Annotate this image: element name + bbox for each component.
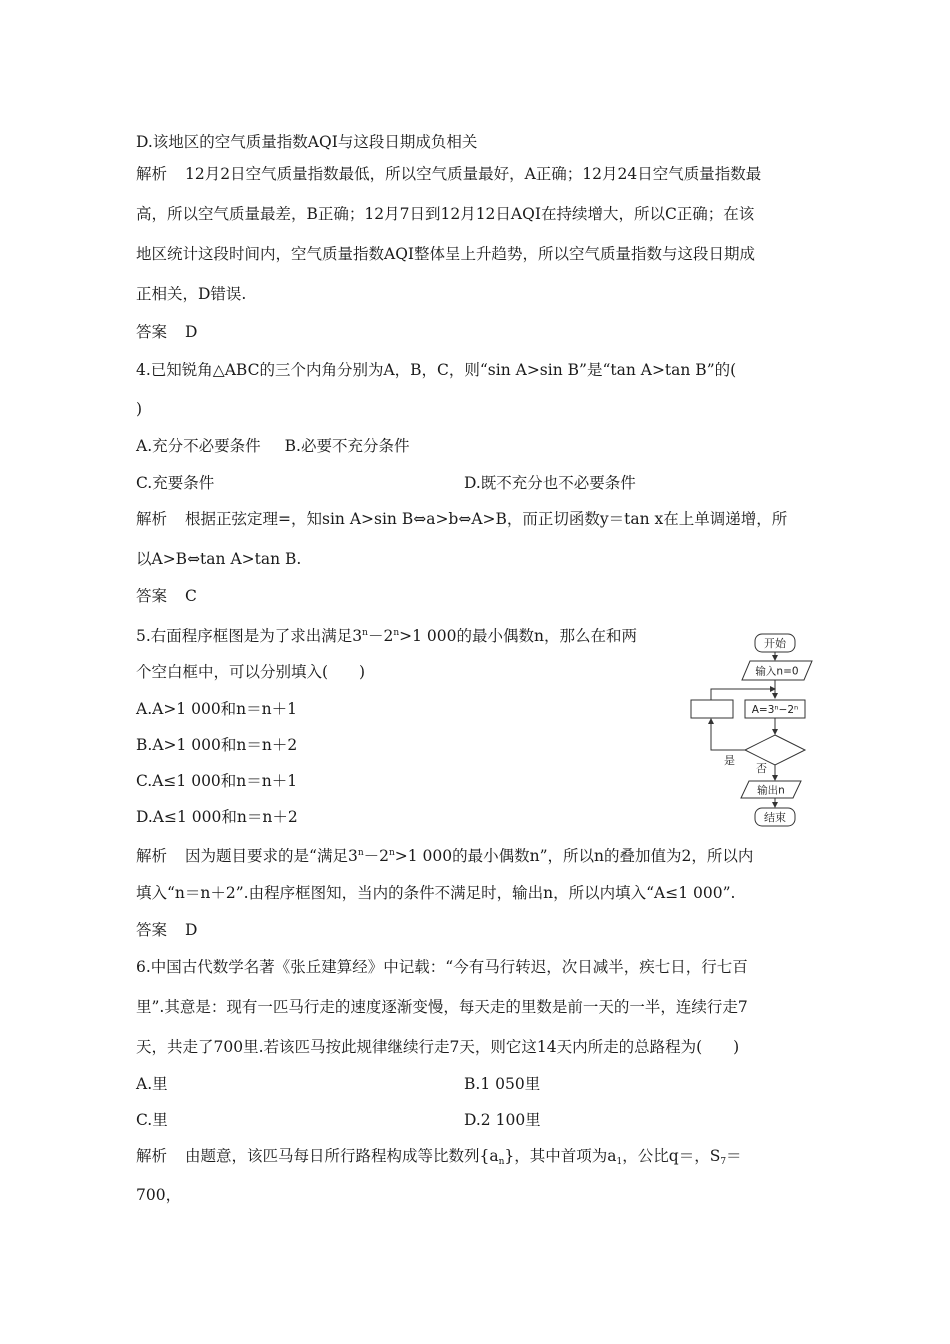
question-4-stem: 4.已知锐角△ABC的三个内角分别为A，B，C，则“sin A>sin B”是“tan A>tan B”的( [136, 361, 737, 379]
subscript: 7 [720, 1157, 727, 1167]
solution-text: >1 000的最小偶数n”，所以n的叠加值为2，所以内 [394, 847, 754, 865]
answer-label: 答案 [136, 587, 168, 605]
solution-label: 解析 [136, 847, 168, 865]
option-a: A.A>1 000和n＝n＋1 [136, 700, 298, 718]
subscript: 1 [616, 1157, 623, 1167]
solution-text: 700， [136, 1186, 182, 1204]
loop-line [711, 689, 775, 700]
question-5-stem: 个空白框中，可以分别填入( ) [136, 663, 366, 681]
question-6-stem: 天，共走了700里.若该匹马按此规律继续行走7天，则它这14天内所走的总路程为( ) [136, 1038, 740, 1056]
option-d: D.A≤1 000和n＝n＋2 [136, 808, 298, 826]
question-5-stem [136, 623, 637, 646]
option-a: A.里 [136, 1075, 168, 1093]
input-label: 输入n=0 [755, 665, 799, 678]
option-b: B.1 050里 [464, 1075, 541, 1093]
question-6-stem: 6.中国古代数学名著《张丘建算经》中记载：“今有马行转迟，次日减半，疾七日，行七百 [136, 958, 748, 976]
exponent: n [393, 628, 400, 638]
yes-branch-line [711, 719, 745, 750]
no-label: 否 [756, 762, 767, 775]
answer-line [136, 586, 197, 606]
option-d: D.2 100里 [464, 1111, 541, 1129]
solution-text: －2 [363, 847, 389, 865]
answer-value: D [185, 323, 198, 341]
output-label: 输出n [757, 784, 785, 797]
solution-text: 正相关，D错误. [136, 285, 247, 303]
option-b: B.A>1 000和n＝n＋2 [136, 736, 298, 754]
answer-label: 答案 [136, 323, 168, 341]
option-d: D.既不充分也不必要条件 [464, 474, 636, 492]
answer-label: 答案 [136, 921, 168, 939]
solution-text: 填入“n＝n＋2”.由程序框图知，当内的条件不满足时，输出n，所以内填入“A≤1 000”. [136, 884, 736, 902]
exponent: n [362, 628, 368, 638]
solution-text: 以A>B⇔tan A>tan B. [136, 550, 302, 568]
program-flowchart [686, 630, 816, 830]
option-c: C.充要条件 [136, 474, 215, 492]
decision-node [745, 735, 805, 765]
solution-label: 解析 [136, 1147, 168, 1165]
solution-paragraph-line [136, 164, 761, 184]
solution-text: 由题意，该匹马每日所行路程构成等比数列{a [185, 1147, 499, 1165]
solution-text: ，公比q＝，S [622, 1147, 721, 1165]
option-a: A.充分不必要条件 [136, 437, 261, 455]
option-d-text: D.该地区的空气质量指数AQI与这段日期成负相关 [136, 133, 478, 151]
blank-process-box [691, 700, 733, 718]
question-4-stem-end: ) [136, 400, 143, 418]
exponent: n [357, 848, 364, 858]
end-label: 结束 [764, 811, 786, 824]
solution-paragraph-line [136, 1146, 742, 1172]
answer-line [136, 920, 197, 940]
solution-paragraph-line [136, 509, 787, 529]
solution-text: 根据正弦定理=，知sin A>sin B⇔a>b⇔A>B，而正切函数y＝tan x在上单调递增，所 [185, 510, 788, 528]
stem-text: >1 000的最小偶数n，那么在和两 [399, 627, 637, 645]
solution-paragraph-line [136, 843, 753, 866]
solution-text: 地区统计这段时间内，空气质量指数AQI整体呈上升趋势，所以空气质量指数与这段日期成 [136, 245, 756, 263]
solution-text: ＝ [726, 1147, 742, 1165]
solution-text: }，其中首项为a [504, 1147, 617, 1165]
subscript: n [498, 1157, 505, 1167]
answer-line [136, 322, 197, 342]
question-6-stem: 里”.其意是：现有一匹马行走的速度逐渐变慢，每天走的里数是前一天的一半，连续行走7 [136, 998, 748, 1016]
exponent: n [388, 848, 395, 858]
solution-text: 高，所以空气质量最差，B正确；12月7日到12月12日AQI在持续增大，所以C正确；在该 [136, 205, 755, 223]
question-4-options-row [136, 436, 409, 456]
answer-value: D [185, 921, 198, 939]
start-label: 开始 [764, 637, 786, 650]
answer-value: C [185, 587, 197, 605]
yes-label: 是 [724, 754, 735, 767]
option-c: C.里 [136, 1111, 168, 1129]
solution-text: 因为题目要求的是“满足3 [185, 847, 358, 865]
solution-text: 12月2日空气质量指数最低，所以空气质量最好，A正确；12月24日空气质量指数最 [185, 165, 762, 183]
solution-label: 解析 [136, 165, 168, 183]
assign-label: A=3ⁿ−2ⁿ [751, 704, 799, 716]
stem-text: 5.右面程序框图是为了求出满足3 [136, 627, 363, 645]
option-c: C.A≤1 000和n＝n＋1 [136, 772, 298, 790]
option-b: B.必要不充分条件 [284, 437, 410, 455]
stem-text: －2 [367, 627, 394, 645]
solution-label: 解析 [136, 510, 168, 528]
